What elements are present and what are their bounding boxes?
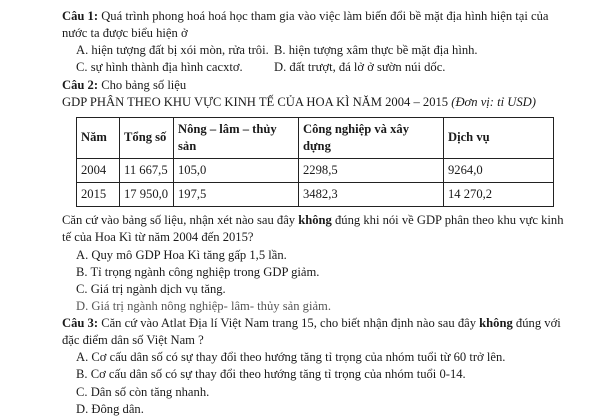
table-unit: (Đơn vị: tỉ USD) xyxy=(451,94,536,109)
question-1-text: Quá trình phong hoá hoá học tham gia vào việc làm biến đổi bề mặt địa hình hiện tại của nước ta được biểu hiện ở xyxy=(62,9,549,41)
question-1-options-row-2 xyxy=(62,59,574,76)
question-3-option-a: A. Cơ cấu dân số có sự thay đổi theo hướng tăng tỉ trọng của nhóm tuổi từ 60 trở lên. xyxy=(76,350,506,365)
table-cell: 105,0 xyxy=(174,159,299,183)
table-header-cell: Tổng số xyxy=(120,117,174,158)
table-cell: 2004 xyxy=(77,159,120,183)
table-title-text: GDP PHÂN THEO KHU VỰC KINH TẾ CỦA HOA KÌ NĂM 2004 – 2015 xyxy=(62,94,449,109)
table-cell: 3482,3 xyxy=(299,183,444,207)
table-header-cell: Năm xyxy=(77,117,120,158)
question-1 xyxy=(62,8,574,42)
question-2-option-d: D. Giá trị ngành nông nghiệp- lâm- thủy sản giảm. xyxy=(76,298,331,313)
table-cell: 14 270,2 xyxy=(444,183,554,207)
question-3-text-a: Căn cứ vào Atlat Địa lí Việt Nam trang 15, cho biết nhận định nào sau đây xyxy=(98,316,480,330)
question-2-label: Câu 2: xyxy=(62,77,99,92)
question-2-prompt xyxy=(62,212,574,246)
table-cell: 2298,5 xyxy=(299,159,444,183)
gdp-table xyxy=(76,117,554,208)
question-2-text: Cho bảng số liệu xyxy=(98,77,187,92)
table-row xyxy=(77,159,554,183)
question-1-option-d: D. đất trượt, đá lở ở sườn núi dốc. xyxy=(274,60,446,75)
table-header-cell: Nông – lâm – thủy sản xyxy=(174,117,299,158)
question-3-option-b: B. Cơ cấu dân số có sự thay đổi theo hướng tăng tỉ trọng của nhóm tuổi 0-14. xyxy=(76,367,466,382)
question-1-option-c: C. sự hình thành địa hình cacxtơ. xyxy=(76,60,243,75)
question-3-option-d: D. Đông dân. xyxy=(76,401,144,416)
table-header-row xyxy=(77,117,554,158)
question-2-prompt-a: Căn cứ vào bảng số liệu, nhận xét nào sau đây xyxy=(62,213,299,228)
question-1-option-b: B. hiện tượng xâm thực bề mặt địa hình. xyxy=(274,43,478,58)
question-2-prompt-bold: không xyxy=(298,213,332,228)
question-3-label: Câu 3: xyxy=(62,316,99,330)
table-header-cell: Dịch vụ xyxy=(444,117,554,158)
question-1-option-a: A. hiện tượng đất bị xói mòn, rửa trôi. xyxy=(76,43,269,58)
question-2-option-a: A. Quy mô GDP Hoa Kì tăng gấp 1,5 lần. xyxy=(76,247,287,262)
table-row xyxy=(77,183,554,207)
table-header-cell: Công nghiệp và xây dựng xyxy=(299,117,444,158)
question-3-text-b: đúng với đặc điểm dân số Việt Nam ? xyxy=(62,316,561,348)
question-3 xyxy=(62,315,574,349)
table-cell: 9264,0 xyxy=(444,159,554,183)
table-cell: 197,5 xyxy=(174,183,299,207)
question-2-prompt-b: đúng khi nói về GDP phân theo khu vực kinh tế của Hoa Kì từ năm 2004 đến 2015? xyxy=(62,213,564,245)
table-title xyxy=(62,94,574,111)
question-2 xyxy=(62,77,574,94)
table-cell: 11 667,5 xyxy=(120,159,174,183)
table-cell: 17 950,0 xyxy=(120,183,174,207)
question-3-option-c: C. Dân số còn tăng nhanh. xyxy=(76,384,210,399)
question-1-options-row-1 xyxy=(62,42,574,59)
question-2-option-c: C. Giá trị ngành dịch vụ tăng. xyxy=(76,281,226,296)
question-2-option-b: B. Tỉ trọng ngành công nghiệp trong GDP giảm. xyxy=(76,264,320,279)
question-1-label: Câu 1: xyxy=(62,9,99,23)
table-cell: 2015 xyxy=(77,183,120,207)
question-3-text-bold: không xyxy=(479,316,513,330)
